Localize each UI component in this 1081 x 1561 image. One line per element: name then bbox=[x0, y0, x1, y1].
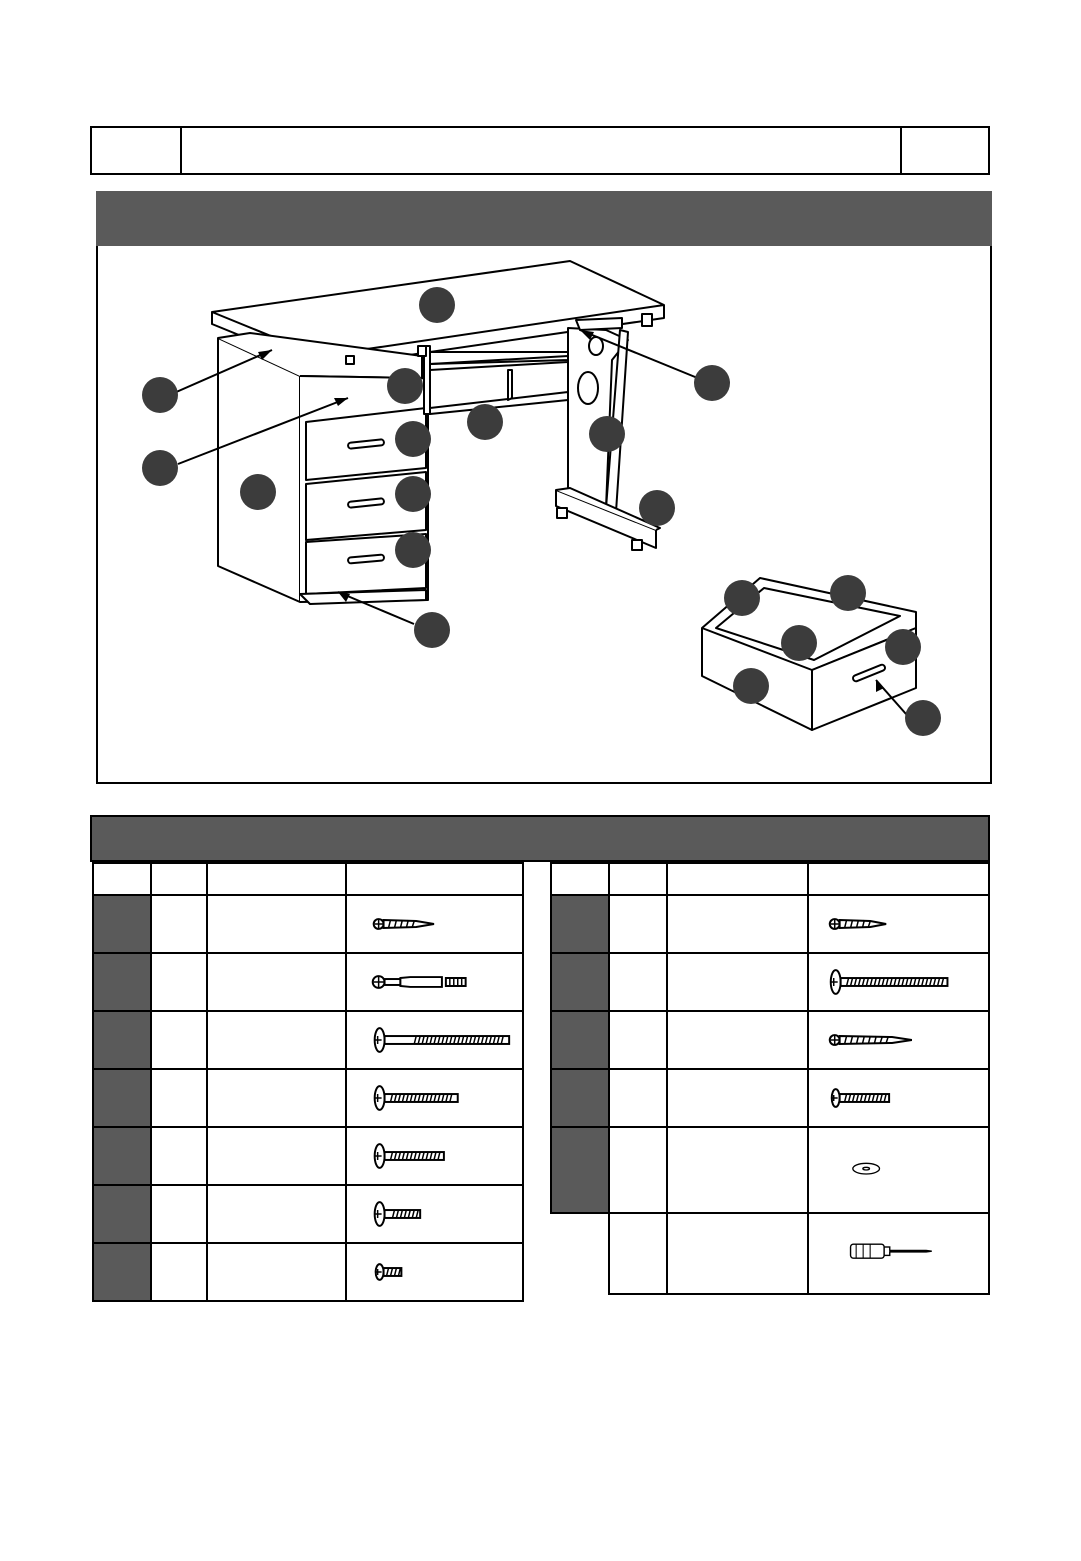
column-header bbox=[667, 863, 808, 895]
wood-screw-icon bbox=[346, 895, 523, 953]
column-header bbox=[151, 863, 207, 895]
quantity-cell bbox=[151, 895, 207, 953]
callout-drawer-front-1 bbox=[395, 421, 431, 457]
machine-bolt-icon bbox=[808, 1069, 989, 1127]
part-id-cell bbox=[551, 895, 609, 953]
column-header bbox=[808, 863, 989, 895]
description-cell bbox=[667, 1213, 808, 1294]
callout-drawer-front-2 bbox=[395, 476, 431, 512]
quantity-cell bbox=[609, 953, 667, 1011]
quantity-cell bbox=[609, 1213, 667, 1294]
description-cell bbox=[667, 1127, 808, 1213]
description-cell bbox=[207, 895, 346, 953]
callout-top-side-panel bbox=[142, 377, 178, 413]
table-row bbox=[551, 953, 989, 1011]
table-row bbox=[93, 1243, 523, 1301]
callout-drawer-side-left bbox=[724, 580, 760, 616]
part-id-cell bbox=[551, 953, 609, 1011]
quantity-cell bbox=[151, 1069, 207, 1127]
quantity-cell bbox=[151, 953, 207, 1011]
description-cell bbox=[667, 895, 808, 953]
long-machine-bolt-icon bbox=[808, 953, 989, 1011]
part-id-cell bbox=[551, 1069, 609, 1127]
part-id-cell bbox=[551, 1011, 609, 1069]
part-id-cell bbox=[93, 1243, 151, 1301]
column-header bbox=[346, 863, 523, 895]
table-row bbox=[93, 895, 523, 953]
callout-drawer-front bbox=[733, 668, 769, 704]
part-id-cell bbox=[551, 1127, 609, 1213]
callout-cabinet-top bbox=[142, 450, 178, 486]
part-id-cell bbox=[93, 1185, 151, 1243]
table-row bbox=[93, 953, 523, 1011]
column-header bbox=[609, 863, 667, 895]
quantity-cell bbox=[609, 1069, 667, 1127]
part-id-cell bbox=[93, 895, 151, 953]
part-id-cell bbox=[93, 1127, 151, 1185]
cam-bolt-icon bbox=[346, 953, 523, 1011]
hardware-table-right bbox=[550, 862, 990, 1295]
callout-back-rail bbox=[467, 404, 503, 440]
quantity-cell bbox=[151, 1185, 207, 1243]
callout-desktop-top bbox=[419, 287, 455, 323]
quantity-cell bbox=[609, 1127, 667, 1213]
callout-drawer-back bbox=[830, 575, 866, 611]
callout-drawer-bottom bbox=[781, 625, 817, 661]
column-header bbox=[207, 863, 346, 895]
table-row bbox=[93, 1127, 523, 1185]
description-cell bbox=[207, 953, 346, 1011]
table-row bbox=[93, 1069, 523, 1127]
short-bolt-icon bbox=[346, 1185, 523, 1243]
table-header-row bbox=[551, 863, 989, 895]
callout-leg-upright bbox=[589, 416, 625, 452]
description-cell bbox=[667, 953, 808, 1011]
washer-icon bbox=[808, 1127, 989, 1213]
callout-cabinet-side bbox=[240, 474, 276, 510]
callout-foot-rail bbox=[639, 490, 675, 526]
callout-drawer-side-right bbox=[885, 629, 921, 665]
description-cell bbox=[207, 1185, 346, 1243]
part-id-cell bbox=[551, 1213, 609, 1294]
screwdriver-icon bbox=[808, 1213, 989, 1294]
description-cell bbox=[207, 1243, 346, 1301]
callout-drawer-front-3 bbox=[395, 532, 431, 568]
table-row bbox=[551, 895, 989, 953]
table-row bbox=[93, 1185, 523, 1243]
short-wood-screw-icon bbox=[808, 895, 989, 953]
quantity-cell bbox=[151, 1127, 207, 1185]
quantity-cell bbox=[151, 1243, 207, 1301]
description-cell bbox=[667, 1069, 808, 1127]
quantity-cell bbox=[151, 1011, 207, 1069]
callout-cabinet-bottom bbox=[414, 612, 450, 648]
part-id-cell bbox=[93, 1011, 151, 1069]
description-cell bbox=[207, 1011, 346, 1069]
machine-bolt-icon bbox=[346, 1069, 523, 1127]
table-row bbox=[551, 1069, 989, 1127]
desk-drawing bbox=[212, 261, 916, 730]
long-machine-bolt-icon bbox=[346, 1011, 523, 1069]
callout-keyboard-tray bbox=[694, 365, 730, 401]
callout-inner-panel bbox=[387, 368, 423, 404]
table-row bbox=[551, 1011, 989, 1069]
machine-bolt-icon bbox=[346, 1127, 523, 1185]
tiny-bolt-icon bbox=[346, 1243, 523, 1301]
column-header bbox=[93, 863, 151, 895]
part-id-cell bbox=[93, 953, 151, 1011]
description-cell bbox=[207, 1127, 346, 1185]
quantity-cell bbox=[609, 895, 667, 953]
hardware-section-title bbox=[90, 815, 990, 862]
wood-screw-icon bbox=[808, 1011, 989, 1069]
callout-drawer-handle bbox=[905, 700, 941, 736]
table-row bbox=[93, 1011, 523, 1069]
table-header-row bbox=[93, 863, 523, 895]
hardware-table-left bbox=[92, 862, 524, 1302]
part-id-cell bbox=[93, 1069, 151, 1127]
column-header bbox=[551, 863, 609, 895]
table-row bbox=[551, 1213, 989, 1294]
table-row bbox=[551, 1127, 989, 1213]
quantity-cell bbox=[609, 1011, 667, 1069]
description-cell bbox=[667, 1011, 808, 1069]
description-cell bbox=[207, 1069, 346, 1127]
